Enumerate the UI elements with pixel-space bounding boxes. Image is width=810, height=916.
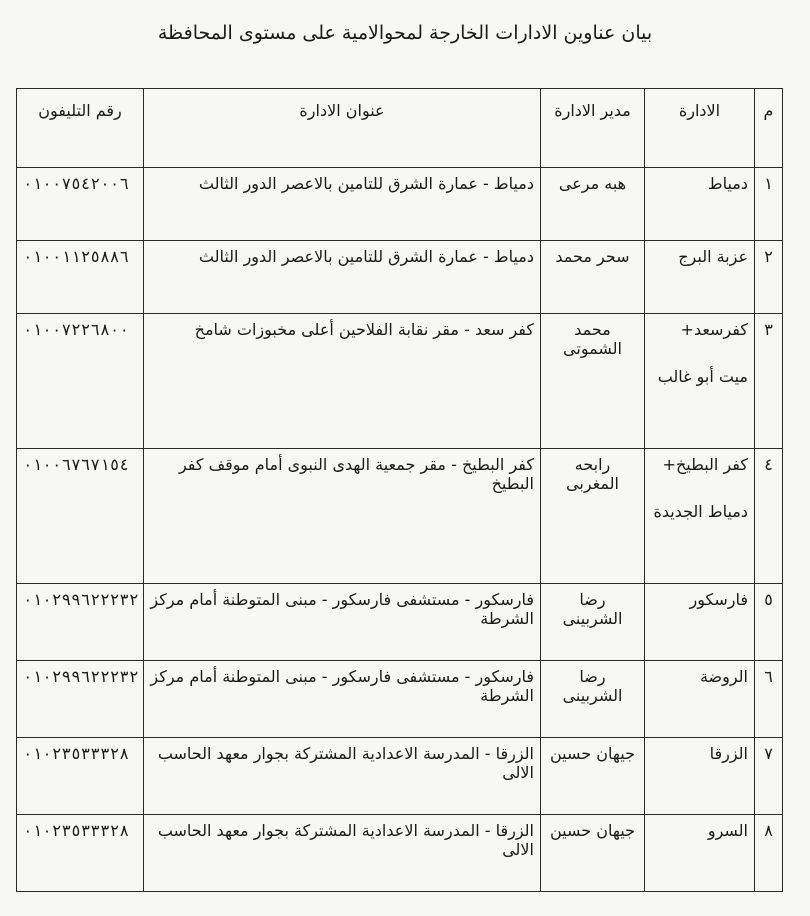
header-num: م [755, 89, 783, 168]
phone-number: ٠١٠٠٧٢٢٦٨٠٠ [17, 314, 144, 449]
table-row [17, 168, 783, 241]
manager-name: محمد الشموتى [541, 314, 645, 449]
dept-name [645, 241, 755, 314]
header-dept: الادارة [645, 89, 755, 168]
dept-address: فارسكور - مستشفى فارسكور - مبنى المتوطنة أمام مركز الشرطة [144, 584, 541, 661]
dept-name-line1: عزبة البرج [678, 247, 748, 266]
header-phone: رقم التليفون [17, 89, 144, 168]
departments-table [16, 88, 783, 892]
dept-address: الزرقا - المدرسة الاعدادية المشتركة بجوار معهد الحاسب الالى [144, 738, 541, 815]
dept-name [645, 168, 755, 241]
manager-name: رضا الشربينى [541, 584, 645, 661]
table-row [17, 449, 783, 584]
dept-address: كفر البطيخ - مقر جمعية الهدى النبوى أمام موقف كفر البطيخ [144, 449, 541, 584]
phone-number: ٠١٠٠١١٢٥٨٨٦ [17, 241, 144, 314]
dept-address: الزرقا - المدرسة الاعدادية المشتركة بجوار معهد الحاسب الالى [144, 815, 541, 892]
phone-number: ٠١٠٢٣٥٣٣٣٢٨ [17, 738, 144, 815]
table-row [17, 738, 783, 815]
phone-number: ٠١٠٠٦٧٦٧١٥٤ [17, 449, 144, 584]
dept-name-line1: دمياط [707, 174, 748, 193]
dept-name-line1: كفر البطيخ+ [662, 455, 748, 474]
row-number: ٤ [755, 449, 783, 584]
dept-name [645, 584, 755, 661]
dept-name [645, 815, 755, 892]
row-number: ١ [755, 168, 783, 241]
manager-name: رابحه المغربى [541, 449, 645, 584]
phone-number: ٠١٠٢٣٥٣٣٣٢٨ [17, 815, 144, 892]
dept-name-line1: الروضة [699, 667, 748, 686]
dept-address: دمياط - عمارة الشرق للتامين بالاعصر الدور الثالث [144, 168, 541, 241]
dept-name [645, 314, 755, 449]
dept-address: كفر سعد - مقر نقابة الفلاحين أعلى مخبوزات شامخ [144, 314, 541, 449]
manager-name: هبه مرعى [541, 168, 645, 241]
phone-number: ٠١٠٢٩٩٦٢٢٢٣٢ [17, 661, 144, 738]
row-number: ٧ [755, 738, 783, 815]
table-row [17, 584, 783, 661]
row-number: ٢ [755, 241, 783, 314]
manager-name: جيهان حسين [541, 815, 645, 892]
dept-name-line1: الزرقا [709, 744, 748, 763]
table-row [17, 815, 783, 892]
row-number: ٣ [755, 314, 783, 449]
dept-name-line1: السرو [707, 821, 748, 840]
table-row [17, 241, 783, 314]
page-title: بيان عناوين الادارات الخارجة لمحوالامية على مستوى المحافظة [157, 22, 653, 44]
table-row [17, 314, 783, 449]
dept-name-line1: كفرسعد+ [680, 320, 748, 339]
dept-name-line1: فارسكور [689, 590, 748, 609]
phone-number: ٠١٠٢٩٩٦٢٢٢٣٢ [17, 584, 144, 661]
header-manager: مدير الادارة [541, 89, 645, 168]
dept-address: فارسكور - مستشفى فارسكور - مبنى المتوطنة أمام مركز الشرطة [144, 661, 541, 738]
row-number: ٥ [755, 584, 783, 661]
phone-number: ٠١٠٠٧٥٤٢٠٠٦ [17, 168, 144, 241]
row-number: ٦ [755, 661, 783, 738]
manager-name: جيهان حسين [541, 738, 645, 815]
dept-name [645, 449, 755, 584]
dept-name-line2: ميت أبو غالب [657, 367, 748, 387]
dept-name [645, 738, 755, 815]
dept-name-line2: دمياط الجديدة [653, 502, 748, 522]
table-header [17, 89, 783, 168]
row-number: ٨ [755, 815, 783, 892]
manager-name: رضا الشربينى [541, 661, 645, 738]
manager-name: سحر محمد [541, 241, 645, 314]
header-address: عنوان الادارة [144, 89, 541, 168]
dept-address: دمياط - عمارة الشرق للتامين بالاعصر الدور الثالث [144, 241, 541, 314]
dept-name [645, 661, 755, 738]
table-row [17, 661, 783, 738]
